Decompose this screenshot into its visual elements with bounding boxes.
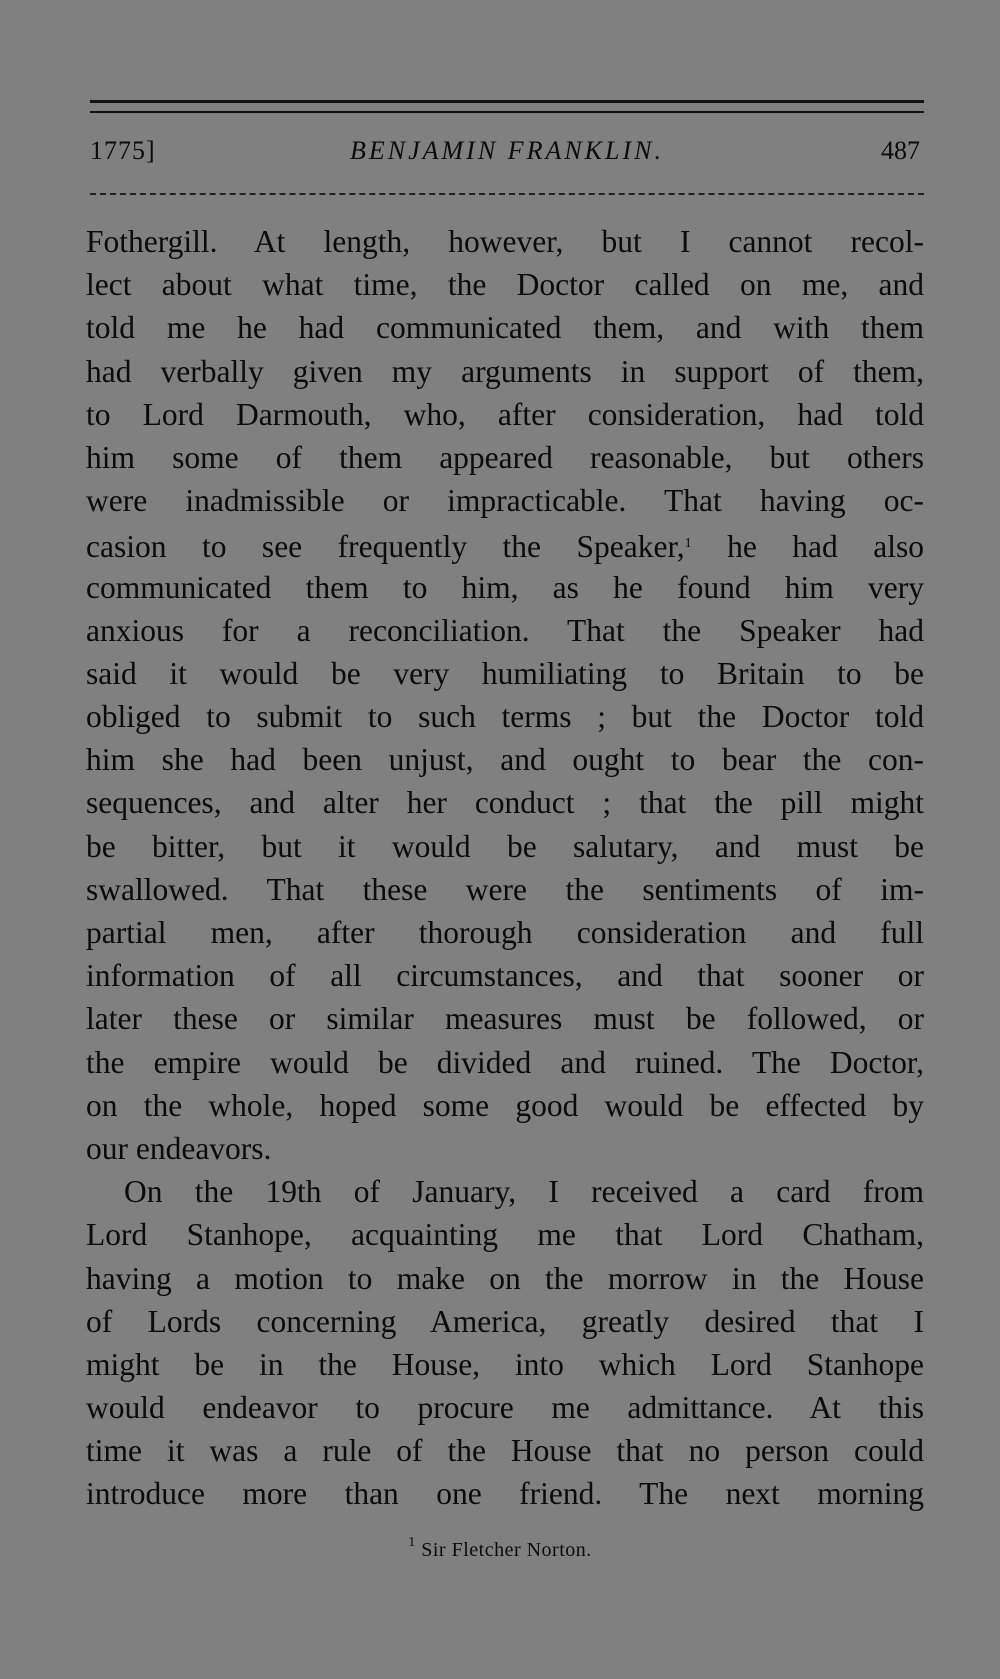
header-dashed-rule [90,193,924,195]
footnote-text: Sir Fletcher Norton. [415,1539,592,1561]
text-line: the empire would be divided and ruined. The Doctor, [86,1044,924,1080]
header-title: BENJAMIN FRANKLIN. [350,136,664,165]
page-number: 487 [881,136,920,165]
text-line: be bitter, but it would be salutary, and must be [86,828,924,864]
text-line: of Lords concerning America, greatly desired that I [86,1303,924,1339]
text-line: on the whole, hoped some good would be effected by [86,1087,924,1123]
text-line: information of all circumstances, and that sooner or [86,958,924,994]
text-line: him some of them appeared reasonable, but others [86,439,924,475]
header-year: 1775] [90,136,156,165]
text-line: would endeavor to procure me admittance. At this [86,1390,924,1426]
text-line: were inadmissible or impracticable. That having oc- [86,483,924,519]
text-segment: he had also [691,529,924,565]
text-line: later these or similar measures must be followed, or [86,1001,924,1037]
running-header [90,136,924,176]
text-line: our endeavors. [86,1130,272,1166]
text-segment: casion to see frequently the Speaker, [86,529,685,565]
text-line: swallowed. That these were the sentiments of im- [86,871,924,907]
text-line: On the 19th of January, I received a card from [124,1174,924,1210]
text-line: lect about what time, the Doctor called on me, and [86,267,924,303]
footnote-marker: 1 [408,1535,416,1550]
text-line: Lord Stanhope, acquainting me that Lord Chatham, [86,1217,924,1253]
footnote [0,1535,1000,1562]
text-line-with-footnote [86,522,924,565]
text-line: might be in the House, into which Lord Stanhope [86,1346,924,1382]
page-body [86,220,924,1516]
text-line: introduce more than one friend. The next morning [86,1476,924,1512]
text-line: sequences, and alter her conduct ; that the pill might [86,785,924,821]
text-line: said it would be very humiliating to Britain to be [86,655,924,691]
text-line: time it was a rule of the House that no person could [86,1433,924,1469]
footnote-reference: 1 [684,536,692,552]
text-line: to Lord Darmouth, who, after consideration, had told [86,396,924,432]
text-line: Fothergill. At length, however, but I cannot recol- [86,224,924,259]
text-line: having a motion to make on the morrow in the House [86,1260,924,1296]
header-double-rule [90,100,924,113]
text-line: communicated them to him, as he found him very [86,569,924,605]
text-line: him she had been unjust, and ought to bear the con- [86,742,924,778]
text-line: anxious for a reconciliation. That the Speaker had [86,612,924,648]
text-line: obliged to submit to such terms ; but the Doctor told [86,699,924,735]
text-line: partial men, after thorough consideration and full [86,915,924,950]
text-line: had verbally given my arguments in support of them, [86,353,924,389]
text-line: told me he had communicated them, and with them [86,310,924,346]
